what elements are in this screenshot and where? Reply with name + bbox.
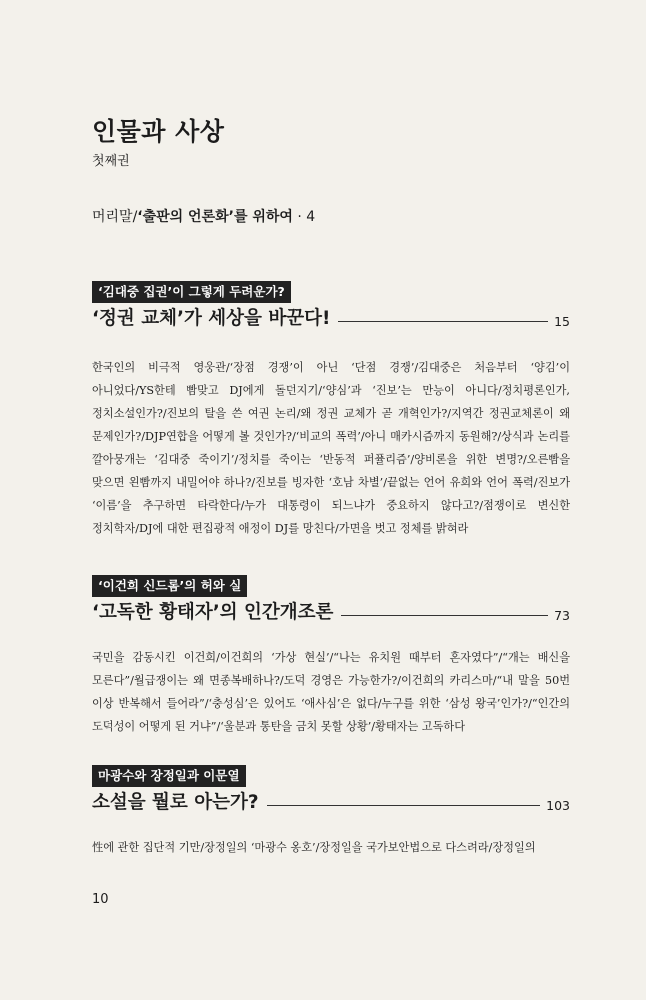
section-heading-row [92,306,570,332]
section-page-number: 15 [554,313,570,329]
preface-prefix: 머리말/ [92,209,138,225]
leader-line [341,615,548,616]
preface-page: · 4 [292,209,316,225]
section-heading: ‘정권 교체’가 세상을 바꾼다! [92,308,331,329]
section-heading-row [92,790,570,816]
section-tag: ‘김대중 집권’이 그렇게 두려운가? [92,281,291,303]
section-heading-row [92,600,570,626]
toc-section-1 [92,281,570,540]
section-heading: ‘고독한 황태자’의 인간개조론 [92,602,334,623]
preface-title: ‘출판의 언론화’를 위하여 [137,209,293,225]
leader-line [267,805,541,806]
toc-section-3 [92,765,570,859]
section-page-number: 103 [546,797,570,813]
book-title: 인물과 사상 [92,117,225,146]
section-summary: 국민을 감동시킨 이건희/이건희의 ‘가상 현실’/“나는 유치원 때부터 혼자였다”/“개는 배신을 모른다”/월급쟁이는 왜 면종복배하나?/도덕 경영은 가능한가?/이건희의 카리스마/“내 말을 50번 이상 반복해서 들어라”/‘충성심’은 있어도 ‘애사심’은 없다/누구를 위한 ‘삼성 왕국’인가?/“인간의 도덕성이 어떻게 된 거냐”/‘울분과 통탄을 금치 못할 상황’/황태자는 고독하다 [92,651,570,733]
section-heading: 소설을 뭘로 아는가? [92,792,259,813]
leader-line [338,321,548,322]
section-page-number: 73 [554,607,570,623]
section-summary: 한국인의 비극적 영웅관/‘장점 경쟁’이 아닌 ‘단점 경쟁’/김대중은 처음부터 ‘양김’이 아니었다/YS한테 빰맞고 DJ에게 돌던지기/‘양심’과 ‘진보’는 만능이 아니다/정치평론인가, 정치소설인가?/진보의 탈을 쓴 여권 논리/왜 정권 교체가 곧 개혁인가?/지역간 정권교체론이 왜 문제인가?/DJP연합을 어떻게 볼 것인가?/‘비교의 폭력’/아니 매카시즘까지 동원해?/상식과 논리를 깔아뭉개는 ‘김대중 죽이기’/정치를 죽이는 ‘반동적 퍼퓰리즘’/양비론을 위한 변명?/오른빰을 맞으면 왼빰까지 내밀어야 하나?/진보를 빙자한 ‘호남 차별’/끝없는 언어 유희와 언어 폭력/진보가 ‘이름’을 추구하면 타락한다/누가 대통령이 되느냐가 중요하지 않다고?/점쟁이로 변신한 정치학자/DJ에 대한 편집광적 애정이 DJ를 망친다/가면을 벗고 정체를 밝혀라 [92,361,570,535]
section-tag: ‘이건희 신드롬’의 허와 실 [92,575,247,597]
preface-entry [92,206,315,226]
toc-section-2 [92,575,570,738]
page-number: 10 [92,892,109,907]
section-tag: 마광수와 장정일과 이문열 [92,765,246,787]
section-summary: 性에 관한 집단적 기만/장정일의 ‘마광수 옹호’/장정일을 국가보안법으로 다스려라/장정일의 [92,841,536,854]
volume-label: 첫째권 [92,154,130,169]
